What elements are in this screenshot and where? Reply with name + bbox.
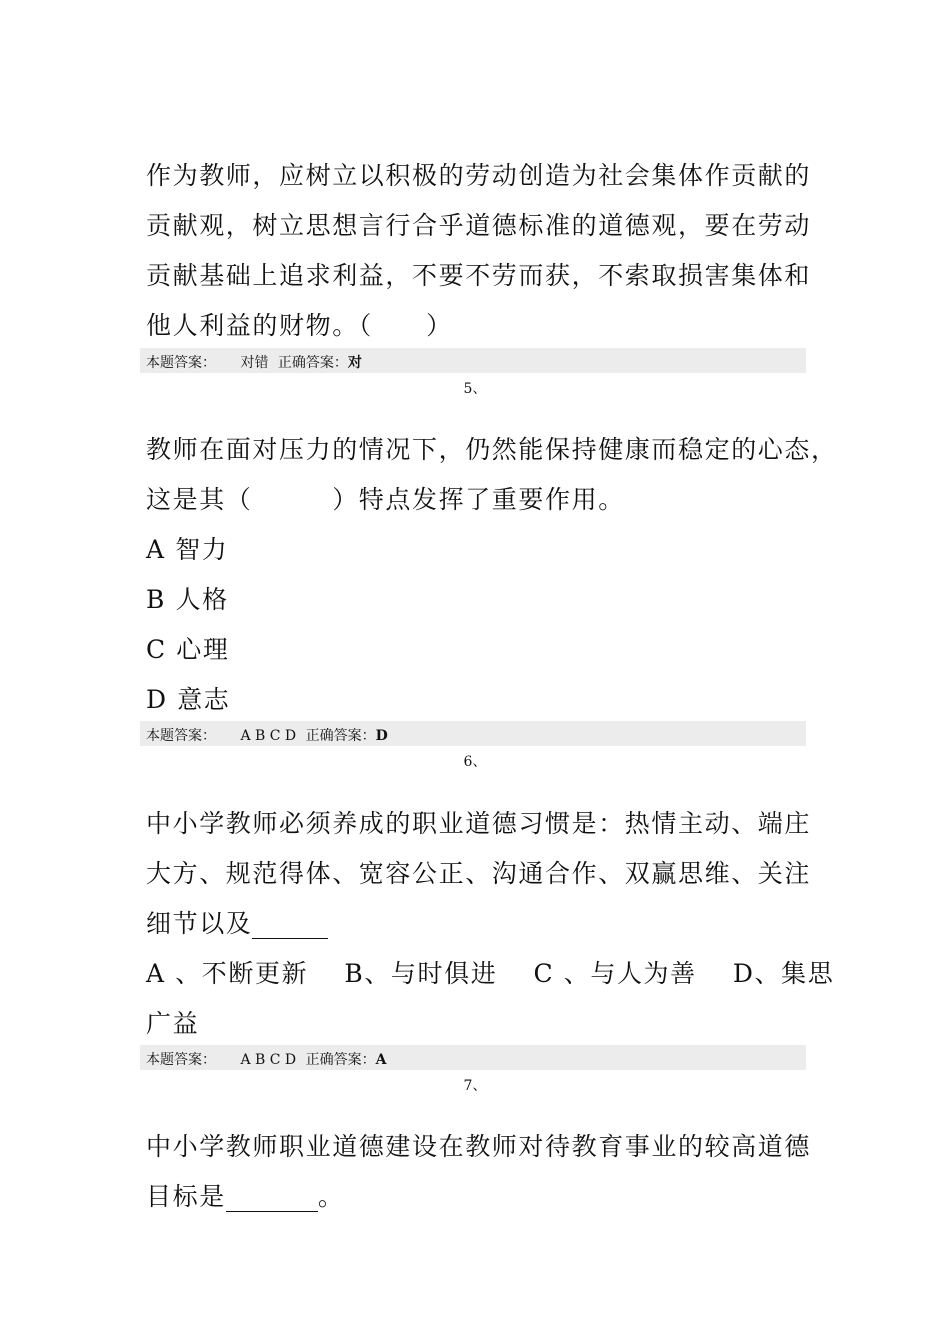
correct-answer-value: A bbox=[375, 1052, 387, 1068]
q6-line-2: 大方、规范得体、宽容公正、沟通合作、双赢思维、关注 bbox=[146, 859, 812, 888]
q5-answer-bar bbox=[140, 721, 806, 746]
q6-line-1: 中小学教师必须养成的职业道德习惯是：热情主动、端庄 bbox=[146, 809, 812, 838]
q5-line-2: 这是其（ ）特点发挥了重要作用。 bbox=[146, 485, 625, 514]
q7-line-2-text: 目标是 bbox=[146, 1182, 226, 1211]
q6-line-3 bbox=[146, 909, 328, 939]
q6-answer-bar bbox=[140, 1045, 806, 1070]
q4-line-4: 他人利益的财物。（ ） bbox=[146, 311, 453, 340]
correct-answer-label: 正确答案： bbox=[305, 728, 376, 744]
answer-options: A B C D bbox=[240, 728, 297, 744]
answer-label: 本题答案： bbox=[146, 728, 216, 744]
q6-number: 6、 bbox=[463, 754, 487, 770]
q7-number: 7、 bbox=[463, 1078, 487, 1094]
q7-line-2-tail: 。 bbox=[317, 1182, 345, 1211]
answer-options: 对错 bbox=[240, 355, 269, 371]
q4-line-3: 贡献基础上追求利益，不要不劳而获，不索取损害集体和 bbox=[146, 261, 812, 290]
answer-label: 本题答案： bbox=[146, 355, 216, 371]
q7-line-1: 中小学教师职业道德建设在教师对待教育事业的较高道德 bbox=[146, 1132, 812, 1161]
q6-options-line: A 、不断更新 B、与时俱进 C 、与人为善 D、集思 bbox=[146, 959, 835, 988]
q5-line-1: 教师在面对压力的情况下，仍然能保持健康而稳定的心态， bbox=[146, 435, 838, 464]
q5-option-b: B 人格 bbox=[146, 585, 229, 614]
correct-answer-label: 正确答案： bbox=[305, 1052, 376, 1068]
q6-options-line-2: 广益 bbox=[146, 1009, 200, 1038]
q4-line-2: 贡献观，树立思想言行合乎道德标准的道德观，要在劳动 bbox=[146, 211, 812, 240]
q7-line-2 bbox=[146, 1182, 344, 1212]
fill-in-blank bbox=[252, 914, 328, 939]
q4-line-1: 作为教师，应树立以积极的劳动创造为社会集体作贡献的 bbox=[146, 161, 812, 190]
q4-answer-bar bbox=[140, 348, 806, 373]
fill-in-blank bbox=[226, 1187, 318, 1212]
answer-label: 本题答案： bbox=[146, 1052, 216, 1068]
q5-number: 5、 bbox=[463, 381, 487, 397]
q6-line-3-text: 细节以及 bbox=[146, 909, 253, 938]
correct-answer-value: 对 bbox=[347, 355, 362, 371]
q5-option-c: C 心理 bbox=[146, 635, 230, 664]
q5-option-a: A 智力 bbox=[146, 535, 229, 564]
q5-option-d: D 意志 bbox=[146, 685, 231, 714]
correct-answer-value: D bbox=[375, 728, 388, 744]
answer-options: A B C D bbox=[240, 1052, 297, 1068]
correct-answer-label: 正确答案： bbox=[277, 355, 348, 371]
